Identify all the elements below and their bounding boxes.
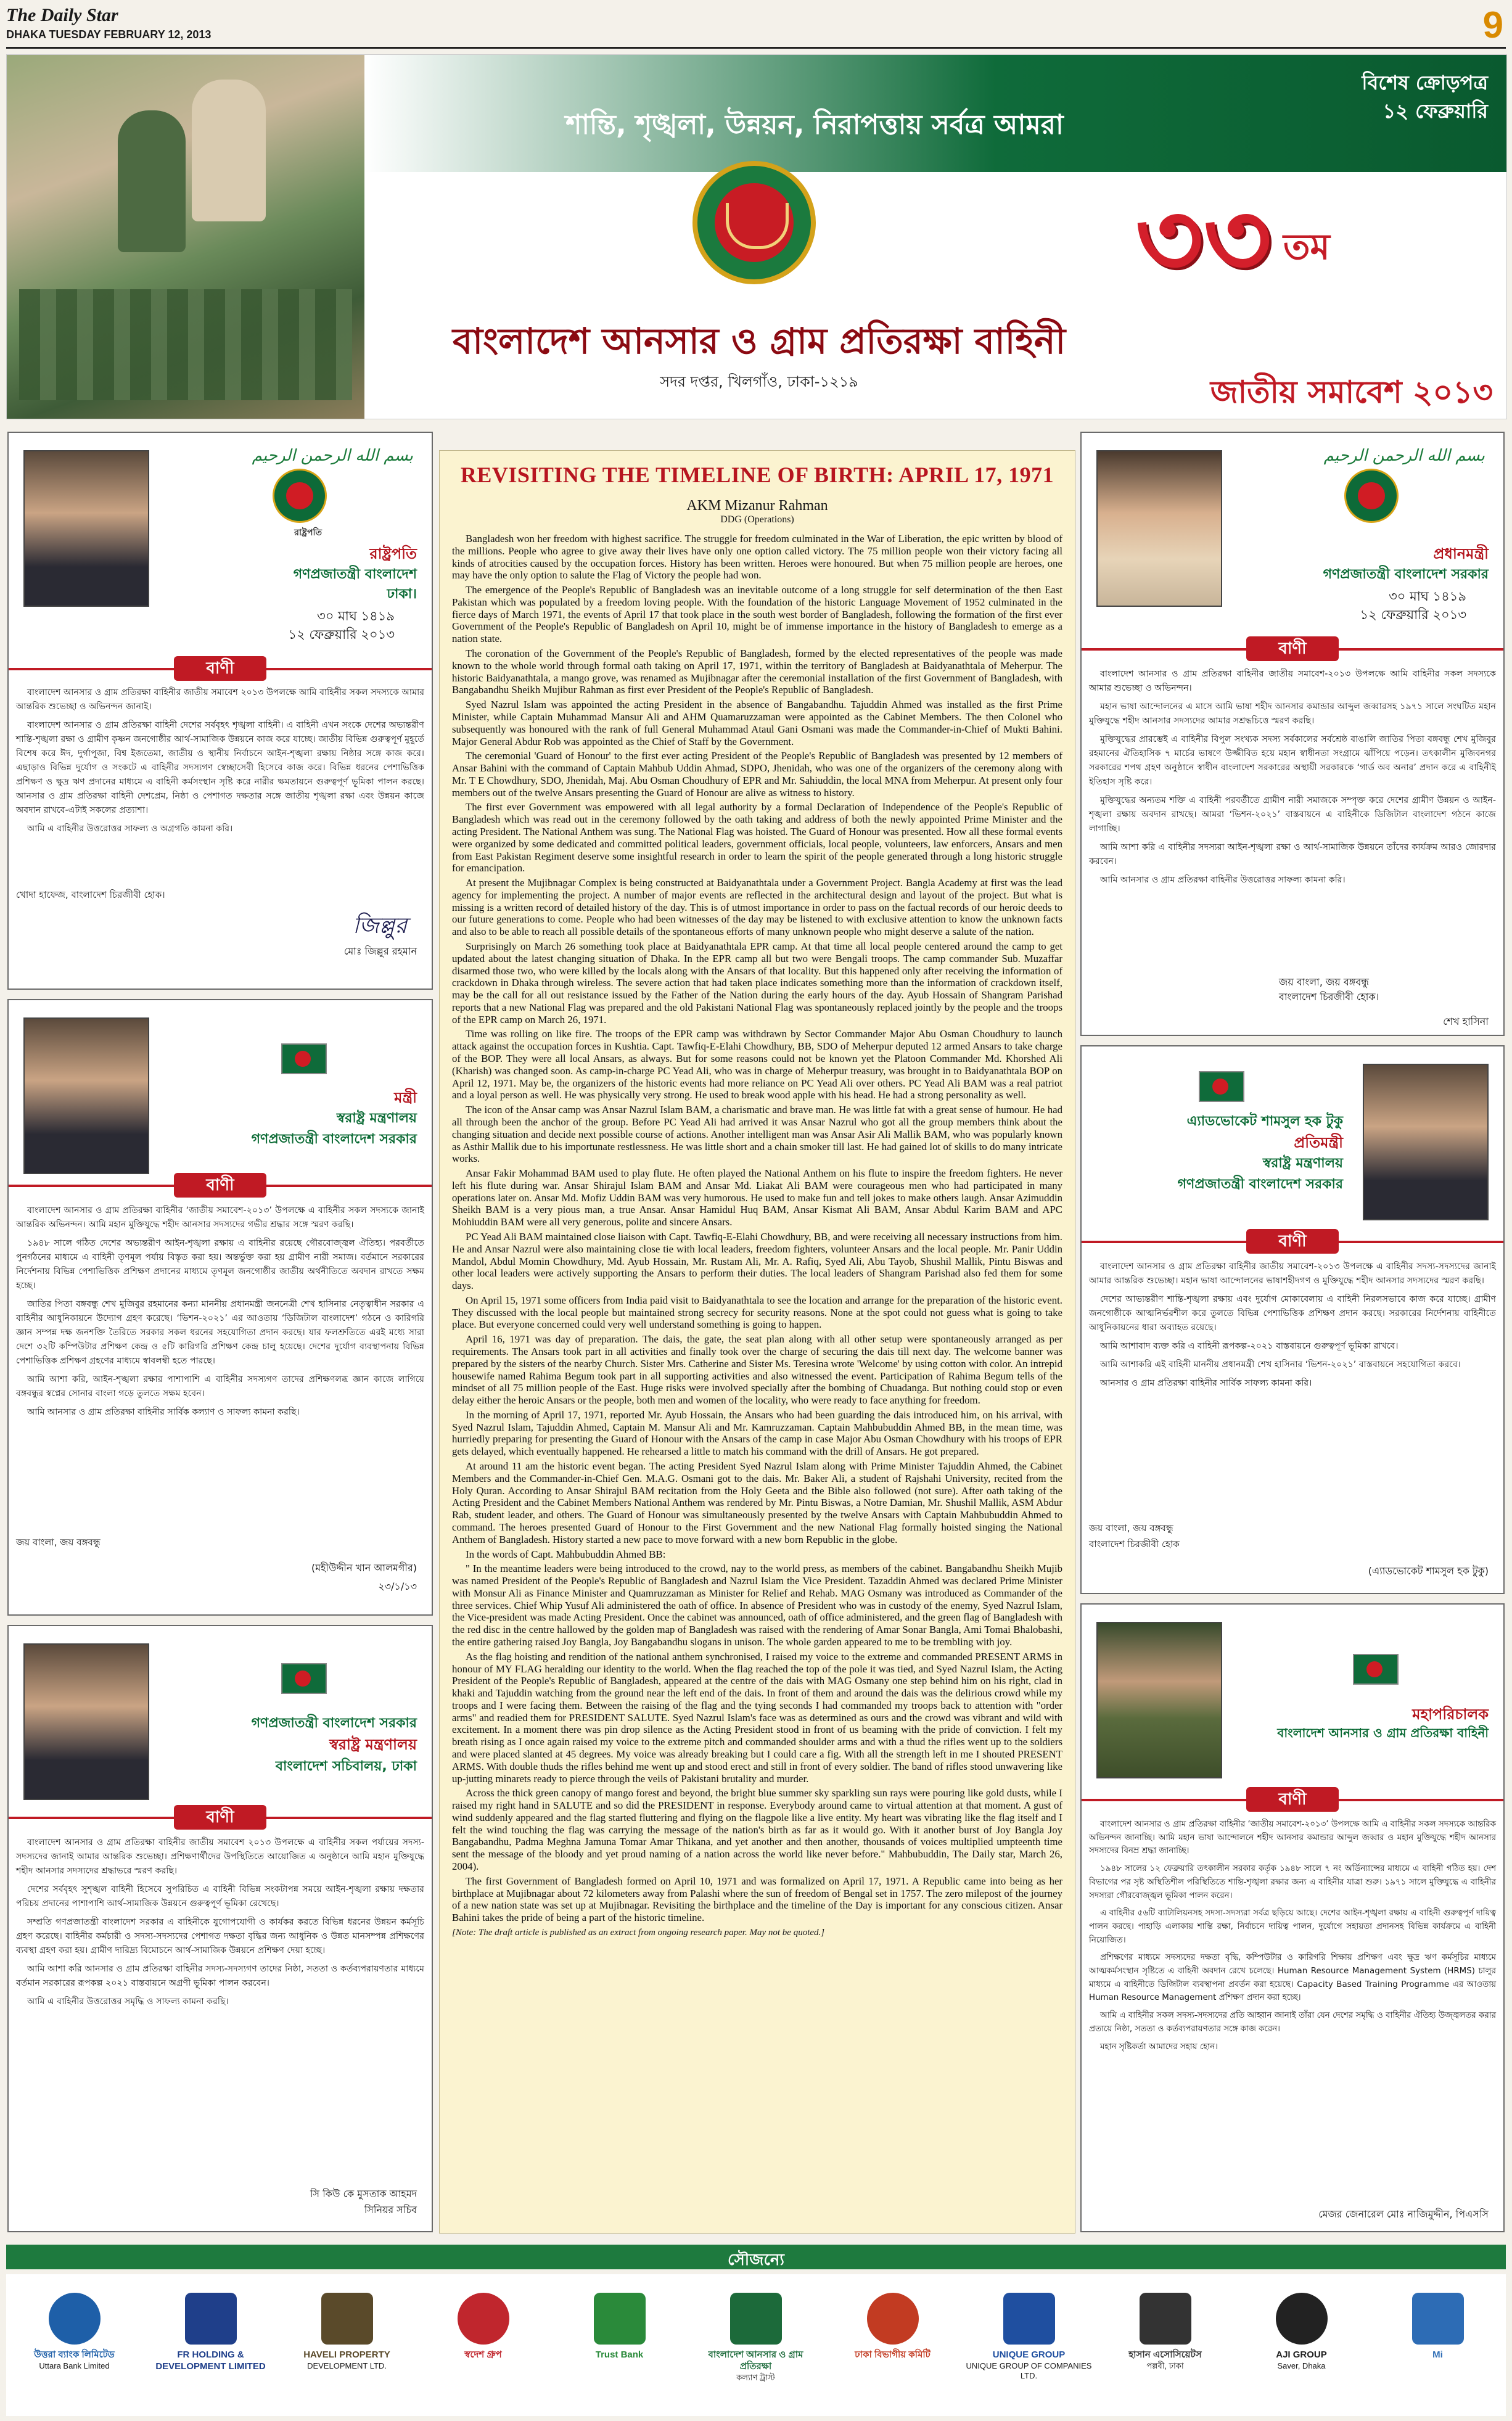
sponsor-bar: [6, 2245, 1506, 2269]
special-line-2: ১২ ফেব্রুয়ারি: [1383, 99, 1488, 123]
state-minister-closing-1: জয় বাংলা, জয় বঙ্গবন্ধু: [1089, 1523, 1173, 1534]
sponsor-mark-icon: [458, 2293, 509, 2345]
special-supplement-label: [1303, 68, 1488, 126]
pm-seal-icon: [1344, 469, 1399, 523]
sponsor-mark-icon: [1276, 2293, 1328, 2345]
sponsor-logo: [282, 2293, 411, 2398]
sponsor-logo: [419, 2293, 548, 2398]
date-bangla: ৩০ মাঘ ১৪১৯: [1389, 589, 1466, 604]
paragraph: আমি আশা করি, আইন-শৃঙ্খলা রক্ষার পাশাপাশি এ বাহিনীর সদস্যগণ তাদের প্রশিক্ষণলব্ধ জ্ঞান কাজে লাগিয়ে বঙ্গবন্ধুর স্বপ্নের সোনার বাংলা গড়ে তুলতে সক্ষম হবেন।: [16, 1375, 424, 1399]
pm-government: গণপ্রজাতন্ত্রী বাংলাদেশ সরকার: [1323, 567, 1489, 582]
article-paragraph: At present the Mujibnagar Complex is being constructed at Baidyanathtala under a Government Project. Bangla Academy at first was the lead agency for implementing the project. A number of major events are reflected in the architectural design and layout of the project. But what is missing is a written record of detailed history of the day. This is of utmost importance in order to pass on the factual records of our heroic deeds to our future generations to come. People who had been witnesses of the day may be listened to with exclusive attention to know the unknown facts and also to be able to reach all possible details of the spontaneous efforts of many unknown people who might deserve a salute of the nation.: [452, 877, 1062, 938]
state-minister-name: এ্যাডভোকেট শামসুল হক টুকু: [1186, 1114, 1343, 1129]
parade-rows: [19, 289, 352, 400]
ansar-vdp-emblem-icon: [692, 161, 816, 284]
sponsor-mark-icon: [1140, 2293, 1191, 2345]
paragraph: বাংলাদেশ আনসার ও গ্রাম প্রতিরক্ষা বাহিনীর জাতীয় সমাবেশ-২০১৩ উপলক্ষে এ বাহিনীর সদস্য-সদস্যদের জানাই আমার আন্তরিক শুভেচ্ছা। মহান ভাষা আন্দোলনের ভাষাশহীদগণ ও মুক্তিযুদ্ধে শহীদ আনসার সদস্যদের স্মরণ করছি।: [1089, 1262, 1496, 1286]
bani-bar: [1082, 1787, 1503, 1812]
president-date: [288, 607, 395, 644]
sponsor-mark-icon: [49, 2293, 101, 2345]
prime-minister-portrait: [1096, 450, 1222, 607]
minister-closing: জয় বাংলা, জয় বঙ্গবন্ধু: [16, 1537, 101, 1548]
president-portrait: [23, 450, 149, 607]
anniversary-badge: [1135, 179, 1357, 311]
date-gregorian: ১২ ফেব্রুয়ারি ২০১৩: [1360, 607, 1466, 623]
state-minister-signer: (এ্যাডভোকেট শামসুল হক টুকু): [1368, 1565, 1489, 1577]
sponsor-name: Mi: [1432, 2349, 1443, 2360]
minister-government: গণপ্রজাতন্ত্রী বাংলাদেশ সরকার: [251, 1132, 417, 1147]
paragraph: আমি এ বাহিনীর সকল সদস্য-সদস্যদের প্রতি আহ্বান জানাই তাঁরা যেন দেশের সমৃদ্ধি ও বাহিনীর ঐতিহ্য উজ্জ্বলতর করার প্রত্যয়ে নিষ্ঠা, সততা ও কর্তব্যপরায়ণতার সঙ্গে কাজ করেন।: [1089, 2011, 1496, 2034]
sponsor-subtitle: কল্যাণ ট্রাস্ট: [736, 2372, 775, 2382]
article-paragraph: Syed Nazrul Islam was appointed the acting President in the absence of Bangabandhu. Tajuddin Ahmed was installed as the first Prime Minister, while Captain Muhammad Mansur Ali and AHM Quamaruzzaman were appointed as the Cabinet Members. The then Colonel who subsequently was honoured with the rank of full General Muhammad Ataul Gani Osmani was made the Commander-in-Chief of Mukti Bahini. Major General Abdur Rob was appointed as the Chief of Staff by the Government.: [452, 699, 1062, 747]
paragraph: মুক্তিযুদ্ধের প্রারম্ভেই এ বাহিনীর বিপুল সংখ্যক সদস্য সর্বকালের সর্বশ্রেষ্ঠ বাঙালি জাতির পিতা বঙ্গবন্ধু শেখ মুজিবুর রহমানের ঐতিহাসিক ৭ মার্চের ভাষণে উজ্জীবিত হয়ে মহান স্বাধীনতা সংগ্রামে ঝাঁপিয়ে পড়েন। তৎকালীন মুজিবনগর সরকারের শপথ গ্রহণ অনুষ্ঠানে স্বাধীন বাংলাদেশ সরকারের অস্থায়ী সরকারকে ‘গার্ড অব অনার’ প্রদান করে এ বাহিনীই ইতিহাস সৃষ্টি করে।: [1089, 734, 1496, 787]
article-paragraph: The ceremonial 'Guard of Honour' to the first ever acting President of the People's Republic of Bangladesh was presented by 12 members of Ansar Bahini with the command of Captain Mahbub Uddin Ahmad, SDPO, Jhenidah, who was one of the organizers of the ceremony along with Mr. T E Chowdhury, SDO, Jhenidah, Maj. Abu Osman Choudhury of EPR and Mr. Sahiuddin, the local MNA from Meherpur. At present only four members out of the twelve Ansars presenting the Guard of Honour are alive as witness to history.: [452, 750, 1062, 799]
bani-label: বাণী: [174, 656, 266, 681]
page-number: 9: [1482, 4, 1503, 46]
sponsor-name: হাসান এসোসিয়েটস: [1128, 2349, 1202, 2360]
sponsor-subtitle: DEVELOPMENT LTD.: [307, 2361, 387, 2370]
article-paragraph: The first ever Government was empowered with all legal authority by a formal Declaration of Independence of the People's Republic of Bangladesh which was read out in the ceremony followed by the oath taking and address of both the newly appointed Prime Minister and the acting President. The National Anthem was sung. The National Flag was hoisted. The Guard of Honour was presented. How all these formal events were organized by some dedicated and committed political leaders, government officials, local people, volunteers, law enforcers, Ansars and men from East Pakistan Regiment deserve some insightful research in order to learn the spirit of the people generated through a long historic struggle for emancipation.: [452, 801, 1062, 874]
sponsor-name: বাংলাদেশ আনসার ও গ্রাম প্রতিরক্ষা: [708, 2349, 803, 2372]
article-paragraph: The first Government of Bangladesh formed on April 10, 1971 and was formalized on April 17, 1971. A Republic came into being as her birthplace at Mujibnagar about 72 kilometers away from Palashi where the sun of freedom of Bengal set in 1757. The zero milepost of the journey of a new nation state was set up at Mujibnagar. Revisiting the birthplace and the timeline of the Day is important for any conscious citizen. Ansar Bahini takes the pride of being a part of the historic timeline.: [452, 1875, 1062, 1924]
supplement-banner: [6, 54, 1507, 419]
sponsor-mark-icon: [594, 2293, 646, 2345]
secretary-portrait: [23, 1643, 149, 1800]
pm-closing-2: বাংলাদেশ চিরজীবী হোক।: [1279, 991, 1379, 1003]
president-office: রাষ্ট্রপতি: [369, 545, 417, 562]
state-minister-ministry: স্বরাষ্ট্র মন্ত্রণালয়: [1262, 1156, 1343, 1171]
director-general-portrait: [1096, 1622, 1222, 1778]
article-paragraph: Time was rolling on like fire. The troops of the EPR camp was withdrawn by Sector Commander Major Abu Osman Choudhury to launch attack against the occupation forces in Kushtia. Capt. Tawfiq-E-Elahi Chowdhury, BB, SDO of Meherpur deputed 12 armed Ansars to take charge of the BOP. They were all local Ansars, as always. But for some reasons could not be known yet the Platoon Commander Md. Khorshed Ali (Kharish) was changed soon. As camp-in-charge PC Yead Ali, who was in charge of Meherpur treasury, was brought in to Baidyanathtala BOP on April 12, 1971. May be, the organizers of the historic events had more reliance on PC Yead Ali over others. PC Yead Ali BAM was a real patriot and a loyal person as well. He was physically very strong. He used to break wood apple with his head. He had a strong personality as well.: [452, 1028, 1062, 1101]
prime-minister-figure: [192, 80, 266, 221]
bani-bar: [9, 656, 432, 681]
state-minister-message-text: [1089, 1260, 1496, 1395]
sponsor-label: সৌজন্যে: [728, 2251, 784, 2269]
secretary-ministry: স্বরাষ্ট্র মন্ত্রণালয়: [329, 1736, 417, 1753]
minister-office: মন্ত্রী: [394, 1089, 417, 1106]
sponsor-name: উত্তরা ব্যাংক লিমিটেড: [34, 2349, 115, 2360]
bismillah-calligraphy: بسم الله الرحمن الرحيم: [252, 446, 413, 465]
article-column: [439, 450, 1075, 2234]
bangladesh-flag-icon: [1199, 1071, 1244, 1102]
article-paragraph: Bangladesh won her freedom with highest sacrifice. The struggle for freedom culminated in the War of Liberation, the epic written by blood of the millions. People who agree to give away their lives have only one option called victory. The 75 million people won their victory facing all kinds of atrocities caused by the occupation forces. History has been written. Heroes were honoured. But when 75 million people are heroes, one may have the only option to salute the Flag of Victory the people had won.: [452, 533, 1062, 582]
dateline: DHAKA TUESDAY FEBRUARY 12, 2013: [6, 28, 212, 41]
sponsor-mark-icon: [867, 2293, 919, 2345]
masthead: [6, 4, 1506, 49]
paragraph: ১৯৪৮ সালে গঠিত দেশের অভ্যন্তরীণ আইন-শৃঙ্খলা রক্ষায় এ বাহিনীর রয়েছে গৌরবোজ্জ্বল ঐতিহ্য। পরবর্তীতে পুনর্গঠনের মাধ্যমে এ বাহিনী তৃণমূল পর্যায় বিস্তৃত করা হয়। অন্তর্ভুক্ত করা হয় গ্রামীণ নারী সমাজ। বর্তমানে সরকারের নির্দেশনায় বিভিন্ন পেশাভিত্তিক প্রশিক্ষণ প্রদানের মাধ্যমে তৃণমূল জনগোষ্ঠীর জাতীয় অর্থনীতিতে অবদান রাখতে সক্ষম হচ্ছে।: [16, 1238, 424, 1291]
president-government: গণপ্রজাতন্ত্রী বাংলাদেশ: [293, 567, 417, 582]
sponsor-logos: [6, 2274, 1506, 2416]
dg-signer: মেজর জেনারেল মোঃ নাজিমুদ্দীন, পিএসসি: [1318, 2208, 1489, 2220]
state-minister-message: [1080, 1045, 1505, 1594]
secretary-signer-title: সিনিয়র সচিব: [364, 2204, 417, 2216]
president-signer: মোঃ জিল্লুর রহমান: [343, 945, 417, 957]
bani-label: বাণী: [174, 1173, 266, 1198]
article-author-role: DDG (Operations): [720, 514, 794, 525]
paragraph: দেশের আভ্যন্তরীণ শান্তি-শৃঙ্খলা রক্ষায় এবং দুর্যোগ মোকাবেলায় এ বাহিনী নিরলসভাবে কাজ করে যাচ্ছে। গ্রামীণ জনগোষ্ঠীকে আত্মনির্ভরশীল করে তুলতে বিভিন্ন পেশাভিত্তিক প্রশিক্ষণ প্রদান করছে। সরকারের নির্দেশনায় বাহিনীতে আধুনিকায়নের ধারা অব্যাহত রয়েছে।: [1089, 1294, 1496, 1333]
slogan: শান্তি, শৃঙ্খলা, উন্নয়ন, নিরাপত্তায় সর্বত্র আমরা: [565, 109, 1064, 141]
sponsor-subtitle: পল্লবী, ঢাকা: [1146, 2361, 1184, 2370]
bismillah-calligraphy: بسم الله الرحمن الرحيم: [1323, 446, 1485, 465]
article-paragraph: In the words of Capt. Mahbubuddin Ahmed BB:: [466, 1548, 666, 1560]
bani-bar: [1082, 1229, 1503, 1254]
paragraph: মুক্তিযুদ্ধের অন্যতম শক্তি এ বাহিনী পরবর্তীতে গ্রামীণ নারী সমাজকে সম্পৃক্ত করে দেশের গ্রামীণ উন্নয়ন ও আইন-শৃঙ্খলা রক্ষায় অবদান রাখছে। আমরা ‘ভিশন-২০২১’ বাস্তবায়নে এ বাহিনীকে ডিজিটাল বাংলাদেশ গঠনে কাজে লাগাচ্ছি।: [1089, 795, 1496, 834]
anniversary-suffix: তম: [1283, 226, 1330, 268]
bangladesh-flag-icon: [281, 1663, 327, 1694]
state-minister-portrait: [1363, 1064, 1489, 1220]
sponsor-name: ঢাকা বিভাগীয় কমিটি: [855, 2349, 931, 2360]
article-title: REVISITING THE TIMELINE OF BIRTH: APRIL 17, 1971: [460, 462, 1054, 487]
sponsor-mark-icon: [1412, 2293, 1464, 2345]
sponsor-logo: [1237, 2293, 1366, 2398]
secretary-message-text: [16, 1836, 424, 2013]
state-minister-closing-2: বাংলাদেশ চিরজীবী হোক: [1089, 1539, 1180, 1550]
sponsor-name: স্বদেশ গ্রুপ: [464, 2349, 502, 2360]
sponsor-logo: [691, 2293, 820, 2398]
sponsor-name: FR HOLDING & DEVELOPMENT LIMITED: [155, 2349, 266, 2372]
minister-sign-date: ২৩/১/১৩: [378, 1580, 417, 1592]
paragraph: আমি আনসার ও গ্রাম প্রতিরক্ষা বাহিনীর সার্বিক কল্যাণ ও সাফল্য কামনা করছি।: [27, 1407, 300, 1417]
special-line-1: বিশেষ ক্রোড়পত্র: [1362, 71, 1488, 94]
article-paragraph: As the flag hoisting and rendition of the national anthem synchronised, I raised my voice to the extreme and commanded PRESENT ARMS in honour of MY FLAG heralding our identity to the world. When the flag reached the top of the pole it was tied, and Syed Nazrul Islam, the Acting President of the People's Republic of Bangladesh, appeared at the centre of the dais with MAG Osmany one step behind him on his right, clad in khaki and Tajuddin watching from the ground near the left end of the dais. In front of them and around the dais was the delirious crowd while my troops and I were facing them. Between the raising of the flag and the tying seconds I had commanded my troops back to attention with "order arms" and readied them for PRESIDENT SALUTE. Syed Nazrul Islam's face was as determined as ours and the crowd was vibrant and wild with excitement. In a moment there was pin drop silence as the Acting President stood in front of us beaming with the pride of conviction. I felt my breath rising as I once again raised my voice to the extreme pitch and commanded shoulder arms and with a thud the rifles went up to the soldiers and were placed slanted at 45 degrees. My voice was already breaking but I could care a fig. With all the strength left in me I shouted PRESENT ARMS. With double thuds the rifles behind me went up and stood erect and still in front of every soldier. The band of rifles stood unwavering like up-jutting minarets ready to pierce through the veils of Pakistani brutality and murder.: [452, 1650, 1062, 1785]
director-general-message: [1080, 1603, 1505, 2232]
pm-signer: শেখ হাসিনা: [1443, 1016, 1489, 1027]
bangladesh-flag-icon: [281, 1043, 327, 1074]
minister-message-text: [16, 1204, 424, 1424]
secretary-government: গণপ্রজাতন্ত্রী বাংলাদেশ সরকার: [251, 1716, 417, 1731]
paragraph: এ বাহিনীর ৫৬টি ব্যাটালিয়নসহ সদস্য-সদস্যরা সর্বত্র ছড়িয়ে আছে। দেশের আইন-শৃঙ্খলা রক্ষায় এ বাহিনী গুরুত্বপূর্ণ দায়িত্ব পালন করছে। পাহাড়ি এলাকায় শান্তি রক্ষা, নির্বাচনে দায়িত্ব পালন, দুর্যোগে সহায়তা প্রদানসহ বিভিন্ন কার্যক্রমে এ বাহিনী নিয়োজিত।: [1089, 1909, 1496, 1945]
minister-portrait: [23, 1017, 149, 1174]
article-paragraph: Across the thick green canopy of mango forest and beyond, the bright blue summer sky sparkling sun rays were pouring like gold dusts, while I raised my right hand in SALUTE and so did the PRESIDENT in response. Everybody around came to virtual attention at that moment. A gust of wind suddenly appeared and the flag started fluttering and flying on the flagpole like a live entity. My heart was vibrating like the flag itself and I felt the wind touching the flag was carrying the message of the nation's birth as far as it would go. With it another burst of Joy Bangla Joy Bangabandhu, Padma Meghna Jamuna Tomar Amar Thikana, and yet another and then another, thousands of voices multiplied umpteenth time sent the message of the bloody and yet proud naming of a nation across the world like never before." Mahbubuddin, The Daily star, March 26, 2004).: [452, 1787, 1062, 1873]
dg-message-text: [1089, 1818, 1496, 2058]
sponsor-name: AJI GROUP: [1276, 2349, 1327, 2360]
president-closing: খোদা হাফেজ, বাংলাদেশ চিরজীবী হোক।: [16, 889, 165, 900]
paragraph: বাংলাদেশ আনসার ও গ্রাম প্রতিরক্ষা বাহিনীর জাতীয় সমাবেশ ২০১৩ উপলক্ষে এ বাহিনীর সকল পর্যায়ের সদস্য-সদস্যদের জানাই আমার আন্তরিক শুভেচ্ছা। প্রশিক্ষণার্থীদের উপস্থিতিতে আয়োজিত এ অনুষ্ঠানে আমি মহান মুক্তিযুদ্ধে শহীদ আনসার সদস্যদের শ্রদ্ধাভরে স্মরণ করছি।: [16, 1838, 424, 1876]
sponsor-mark-icon: [1003, 2293, 1055, 2345]
seal-caption: রাষ্ট্রপতি: [294, 528, 322, 538]
bani-label: বাণী: [1246, 636, 1339, 661]
newspaper-name: The Daily Star: [6, 5, 118, 25]
state-minister-office: প্রতিমন্ত্রী: [1294, 1134, 1343, 1151]
sponsor-subtitle: Saver, Dhaka: [1277, 2361, 1326, 2370]
date-bangla: ৩০ মাঘ ১৪১৯: [317, 609, 395, 623]
sponsor-logo: [1373, 2293, 1502, 2398]
paragraph: আমি আশাবাদ ব্যক্ত করি এ বাহিনী রূপকল্প-২০২১ বাস্তবায়নে গুরুত্বপূর্ণ ভূমিকা রাখবে।: [1100, 1341, 1399, 1351]
pm-date: [1360, 587, 1466, 625]
date-gregorian: ১২ ফেব্রুয়ারি ২০১৩: [288, 627, 395, 643]
sponsor-mark-icon: [730, 2293, 782, 2345]
president-signature: জিল্লুর: [353, 913, 407, 939]
sponsor-logo: [146, 2293, 275, 2398]
paragraph: আমি আশা করি আনসার ও গ্রাম প্রতিরক্ষা বাহিনীর সদস্য-সদস্যগণ তাদের নিষ্ঠা, সততা ও কর্তব্যপরায়ণতার মাধ্যমে বর্তমান সরকারের রূপকল্প ২০২১ বাস্তবায়নে অগ্রণী ভূমিকা পালন করবেন।: [16, 1964, 424, 1988]
sponsor-name: Trust Bank: [595, 2349, 644, 2360]
sponsor-subtitle: UNIQUE GROUP OF COMPANIES LTD.: [966, 2361, 1092, 2380]
bani-bar: [1082, 636, 1503, 661]
article: [452, 462, 1062, 1938]
paragraph: আমি এ বাহিনীর উত্তরোত্তর সমৃদ্ধি ও সাফল্য কামনা করছি।: [27, 1997, 229, 2007]
bangladesh-flag-icon: [1353, 1654, 1399, 1685]
president-message: [7, 432, 433, 990]
sponsor-logo: [1101, 2293, 1230, 2398]
national-rally-title: জাতীয় সমাবেশ ২০১৩: [1210, 374, 1493, 410]
minister-signer: (মহীউদ্দীন খান আলমগীর): [311, 1562, 417, 1574]
sponsor-logo: [964, 2293, 1093, 2398]
state-minister-government: গণপ্রজাতন্ত্রী বাংলাদেশ সরকার: [1177, 1177, 1343, 1192]
paragraph: জাতির পিতা বঙ্গবন্ধু শেখ মুজিবুর রহমানের কন্যা মাননীয় প্রধানমন্ত্রী জননেত্রী শেখ হাসিনার নেতৃত্বাধীন সরকার এ বাহিনীর আধুনিকায়নে উদ্যোগ গ্রহণ করেছে। ‘ভিশন-২০২১’ এর আওতায় ‘ডিজিটাল বাংলাদেশ’ গঠনে ও কারিগরি জ্ঞান সম্পন্ন দক্ষ জনশক্তি তৈরিতে সরকার সকল ধরনের সহযোগিতা প্রদান করছে। যার ফলশ্রুতিতে এরই মধ্যে সারা দেশে ৩২টি কম্পিউটার প্রশিক্ষণ কেন্দ্র ও ৫টি কারিগরি প্রশিক্ষণ কেন্দ্র চালু হয়েছে। দেশের দুর্যোগ ব্যবস্থাপনায় বিভিন্ন পেশাভিত্তিক প্রশিক্ষণ গ্রহণের মাধ্যমে স্বাবলম্বী হতে পারছে।: [16, 1299, 424, 1366]
sponsor-logo: [10, 2293, 139, 2398]
paragraph: ১৯৪৮ সালের ১২ ফেব্রুয়ারি তৎকালীন সরকার কর্তৃক ১৯৪৮ সালে ৭ নং অর্ডিন্যান্সের মাধ্যমে এ বাহিনী গঠিত হয়। দেশ বিভাগের পর সৃষ্ট অস্থিতিশীল পরিস্থিতিতে শান্তি-শৃঙ্খলা রক্ষার জন্য এ বাহিনীর যাত্রা শুরু। ১৯৭১ সালে মুক্তিযুদ্ধে এ বাহিনীর সদস্যরা গৌরবোজ্জ্বল ভূমিকা পালন করেন।: [1089, 1864, 1496, 1901]
paragraph: বাংলাদেশ আনসার ও গ্রাম প্রতিরক্ষা বাহিনী দেশের সর্ববৃহৎ শৃঙ্খলা বাহিনী। এ বাহিনী এখন সংকে দেশের অভ্যন্তরীণ শান্তি-শৃঙ্খলা রক্ষা ও গ্রামীণ কৃষ্ণন জনগোষ্ঠীর আর্থ-সামাজিক উন্নয়নে কাজ করে যাচ্ছে। জাতীয় বিভিন্ন গুরুত্বপূর্ণ মুহূর্তে বিশেষ করে ঈদ, দুর্গাপূজা, বিশ্ব ইজতেমা, জাতীয় ও স্থানীয় নির্বাচনে আইন-শৃঙ্খলা রক্ষায় নিষ্ঠার সঙ্গে কাজ করে। এছাড়াও বিভিন্ন দুর্যোগ ও সংকটে এ বাহিনীর সদস্যগণ স্বেচ্ছাসেবী হিসেবে কাজ করে। বিভিন্ন ধরনের পেশাভিত্তিক প্রশিক্ষণ ও ক্ষুদ্র ঋণ প্রদানের মাধ্যমে এ বাহিনী কর্মসংস্থান সৃষ্টি করে নারীর ক্ষমতায়নে গুরুত্বপূর্ণ ভূমিকা পালন করছে। আনসার ও গ্রাম প্রতিরক্ষা বাহিনী দেশপ্রেম, নিষ্ঠা ও পেশাগত দক্ষতার সঙ্গে জাতীয় শৃঙ্খলা রক্ষা এবং উন্নয়ন কাজে অবদান রাখবে-এটাই সকলের প্রত্যাশা।: [16, 720, 424, 815]
bani-label: বাণী: [174, 1805, 266, 1830]
paragraph: মহান সৃষ্টিকর্তা আমাদের সহায় হোন।: [1100, 2042, 1218, 2052]
paragraph: বাংলাদেশ আনসার ও গ্রাম প্রতিরক্ষা বাহিনীর জাতীয় সমাবেশ ২০১৩ উপলক্ষে আমি বাহিনীর সকল সদস্যকে আমার আন্তরিক শুভেচ্ছা ও অভিনন্দন জানাই।: [16, 688, 424, 712]
president-seal-icon: [273, 469, 327, 523]
paragraph: সম্প্রতি গণপ্রজাতন্ত্রী বাংলাদেশ সরকার এ বাহিনীকে যুগোপযোগী ও কার্যকর করতে বিভিন্ন ধরনের উন্নয়ন কর্মসূচি গ্রহণ করেছে। বাহিনীর কর্মচারী ও সদস্য-সদস্যদের পেশাগত দক্ষতা বৃদ্ধির জন্য আধুনিক ও উন্নত মানসম্পন্ন প্রশিক্ষণের ব্যবস্থা গ্রহণ করা হয়। গ্রামীণ দারিদ্র্য বিমোচনে আর্থ-সামাজিক উন্নয়নে প্রশিক্ষণ দেয়া হচ্ছে।: [16, 1917, 424, 1955]
paragraph: বাংলাদেশ আনসার ও গ্রাম প্রতিরক্ষা বাহিনীর ‘জাতীয় সমাবেশ-২০১৩’ উপলক্ষে আমি এ বাহিনীর সকল সদস্যকে আন্তরিক অভিনন্দন জানাচ্ছি। আমি মহান ভাষা আন্দোলনে শহীদ আনসার কমান্ডার আব্দুল জব্বার ও মহান মুক্তিযুদ্ধে শহীদ আনসার সদস্যদের বিনম্র শ্রদ্ধা জানাচ্ছি।: [1089, 1820, 1496, 1856]
dg-office: মহাপরিচালক: [1412, 1706, 1489, 1723]
article-paragraph: The icon of the Ansar camp was Ansar Nazrul Islam BAM, a charismatic and brave man. He was little fat with a great sense of humour. He had all through been the anchor of the group. Before PC Yead Ali had arrived it was Ansar Nazrul who got all the group members think about the changing situation and decide next possible course of actions. Another intelligent man was Ansar Asir Ali Mallik BAM, who was popularly known as Asthir Mallik due to his importunate restlessness. He was little short and a chain smoker till last. He had gained lot of skills to do many intricate works.: [452, 1104, 1062, 1165]
pm-message-text: [1089, 667, 1496, 892]
minister-ministry: স্বরাষ্ট্র মন্ত্রণালয়: [336, 1111, 417, 1126]
anniversary-number: ৩৩: [1135, 179, 1272, 301]
sponsor-mark-icon: [185, 2293, 237, 2345]
headquarters-address: সদর দপ্তর, খিলগাঁও, ঢাকা-১২১৯: [660, 373, 858, 390]
president-city: ঢাকা।: [387, 586, 417, 602]
article-paragraph: In the morning of April 17, 1971, reported Mr. Ayub Hossain, the Ansars who had been guarding the dais introduced him, on his arrival, with Syed Nazrul Islam, Tajuddin Ahmed, Captain M. Mansur Ali and Mr. Kamruzzaman. Captain Mahbubuddin Ahmed BB, in the mean time, was hurriedly preparing for presenting the Guard of Honour with the Ansars of the camp in case Major Abu Osman Chowdhury with his troops of EPR gets delayed, which eventually happened. He rehearsed a little to match his command with the drill of Ansars. He got prepared.: [452, 1408, 1062, 1458]
bani-bar: [9, 1805, 432, 1830]
article-author: AKM Mizanur Rahman: [686, 498, 828, 514]
minister-message: [7, 999, 433, 1616]
article-paragraph: The emergence of the People's Republic of Bangladesh was an inevitable outcome of a long struggle for self determination of the then East Pakistan which was populated by a freedom loving people. With the foundation of the historic Language Movement of 1952 culminated in the fierce days of March 1971, the events of April 17 that took place in the south west border of Bangladesh, following the formation of the first ever Government of the People's Republic of Bangladesh on April 10, might be of immense importance in the history of Bangladesh to emerge as a nation state.: [452, 584, 1062, 645]
sponsor-logo: [828, 2293, 957, 2398]
sponsor-name: HAVELI PROPERTY: [303, 2349, 390, 2360]
paragraph: আমি আশা করি এ বাহিনীর সদস্যরা আইন-শৃঙ্খলা রক্ষা ও আর্থ-সামাজিক উন্নয়নে তাঁদের কার্যক্রম আরও জোরদার করবেন।: [1089, 842, 1496, 866]
article-paragraph: Ansar Fakir Mohammad BAM used to play flute. He often played the National Anthem on his flute to inspire the freedom fighters. He never left his flute during war. Ansar Shirajul Islam BAM and Ansar Md. Liakat Ali BAM were courageous men who had participated in many operations later on. Ansar Md. Mofiz Uddin BAM was very humorous. He used to make fun and tell jokes to make others laugh. Ansar Azimuddin Sheikh BAM is a very pious man, a true Ansar. Ansar Hamidul Huq BAM, Ansar Kismat Ali BAM, Ansar Abdul Karim BAM and APC Mohiuddin BAM were all very generous, polite and sincere Ansars.: [452, 1167, 1062, 1228]
sponsor-logo: [555, 2293, 684, 2398]
prime-minister-message: [1080, 432, 1505, 1036]
secretary-signer: সি কিউ কে মুসতাক আহমদ: [310, 2188, 417, 2200]
paragraph: বাংলাদেশ আনসার ও গ্রাম প্রতিরক্ষা বাহিনীর জাতীয় সমাবেশ-২০১৩ উপলক্ষে আমি বাহিনীর সকল সদস্যকে আমার শুভেচ্ছা ও অভিনন্দন।: [1089, 669, 1496, 693]
paragraph: মহান ভাষা আন্দোলনের এ মাসে আমি ভাষা শহীদ আনসার কমান্ডার আব্দুল জব্বারসহ ১৯৭১ সালে সংঘটিত মহান মুক্তিযুদ্ধে শহীদ আনসার সদস্যদের আমার সশ্রদ্ধচিত্তে স্মরণ করছি।: [1089, 702, 1496, 726]
dg-organization: বাংলাদেশ আনসার ও গ্রাম প্রতিরক্ষা বাহিনী: [1277, 1725, 1489, 1740]
parade-photo: [7, 55, 364, 419]
officer-figure: [118, 110, 186, 252]
bani-bar: [9, 1173, 432, 1198]
paragraph: আমি আশাকরি এই বাহিনী মাননীয় প্রধানমন্ত্রী শেখ হাসিনার ‘ভিশন-২০২১’ বাস্তবায়নে সহযোগিতা করবে।: [1100, 1360, 1461, 1370]
sponsor-subtitle: Uttara Bank Limited: [39, 2361, 110, 2370]
bani-label: বাণী: [1246, 1787, 1339, 1812]
article-note: [Note: The draft article is published as an extract from ongoing research paper. May not be quoted.]: [452, 1927, 825, 1938]
bani-label: বাণী: [1246, 1229, 1339, 1254]
sponsor-mark-icon: [321, 2293, 373, 2345]
article-paragraph: April 16, 1971 was day of preparation. The dais, the gate, the seat plan along with all other setup were spontaneously arranged as per requirements. The Ansars took part in all activities and finally took over the charge of securing the dais till next day. The welcome banner was prepared by the sisters of the nearby Church. Sister Mrs. Catherine and Sister Ms. Teresina wrote 'Welcome' by using cotton with color. An intrepid housewife named Rahima Begum took part in all supporting activities and also witnessed the event. Participation of Rahima Begum tells of the mindset of all 75 million people of the East. Huge risks were involved specially after the bombing of Chuadanga. But nothing could stop or even delay either the heroic Ansars or the people, both men and women of the locality, who were ready to face anything for freedom.: [452, 1333, 1062, 1407]
article-paragraph: PC Yead Ali BAM maintained close liaison with Capt. Tawfiq-E-Elahi Chowdhury, BB, and were receiving all necessary instructions from him. He and Ansar Nazrul were also maintaining close tie with local leaders, freedom fighters, volunteer Ansars and the local people. Mr. Panir Uddin Mandol, Abdul Momin Chowdhury, Md. Ayub Hossain, Mr. Rustam Ali, Mr. A. Rafiq, Syed Ali, Abu Tayob, Shushil Mallik, Pintu Biswas and other local leaders were actively supporting the Ansars to perform their duties. The local leaders of Shangram Parishad also fed them for some days.: [452, 1230, 1062, 1292]
pm-closing-1: জয় বাংলা, জয় বঙ্গবন্ধু: [1279, 976, 1369, 988]
article-paragraph: At around 11 am the historic event began. The acting President Syed Nazrul Islam along with Prime Minister Tajuddin Ahmed, the Cabinet Members and the Commander-in-Chief Gen. M.A.G. Osmani got to the dais. Mr. Baker Ali, a student of Rajshahi University, recited from the Holy Quran. According to Ansar Shirajul BAM recitation from the Holy Geeta and the Bible also followed (not sure). After oath taking of the Acting President and the Cabinet Members National Anthem was rendered by Mr. Pintu Biswas, a Notre Damian, Mr. Shushil Mallik, ASM Abdur Rab, student leader, and others. The Guard of Honour was simultaneously presented by the twelve Ansars with Captain Mahbubuddin Ahmed to command. The heroes presented Guard of Honour to the First Government and the new National Flag formally hoisted singing the National Anthem of Bangladesh. History started a new pace to move forward with a new born Republic in the globe.: [452, 1460, 1062, 1545]
article-paragraph: The coronation of the Government of the People's Republic of Bangladesh, formed by the elected representatives of the people was made known to the whole world through formal oath taking on April 17, 1971, within the territory of Bangladesh at Baidyanathtala of Meherpur. The historic Baidyanathtala, a mango grove, was renamed as Mujibnagar after the ceremonial installation of the first Government of Bangladesh, with Bangabandhu Sheikh Mujibur Rahman as first ever President of the People's Republic of Bangladesh.: [452, 647, 1062, 696]
pm-office: প্রধানমন্ত্রী: [1433, 545, 1489, 562]
paragraph: প্রশিক্ষণের মাধ্যমে সদস্যদের দক্ষতা বৃদ্ধি, কম্পিউটার ও কারিগরি শিক্ষায় প্রশিক্ষণ এবং ক্ষুদ্র ঋণ কর্মসূচির মাধ্যমে আত্মকর্মসংস্থান সৃষ্টিতে এ বাহিনী অবদান রেখে চলেছে। Human Resource Management System (HRMS) চালুর মাধ্যমে এ বাহিনীতে ডিজিটাল ব্যবস্থাপনা প্রবর্তন করা হয়েছে। Capacity Based Training Programme এর আওতায় Human Resource Management প্রশিক্ষণ প্রদান করা হচ্ছে।: [1089, 1953, 1496, 2003]
article-paragraph: On April 15, 1971 some officers from India paid visit to Baidyanathtala to see the location and arrange for the preparation of the historic event. They discussed with the local people but maintained strong secrecy for security reasons. None at the spot could not guess what is going to take place. But everyone concerned could very well understand something is going to happen.: [452, 1294, 1062, 1331]
article-paragraph: " In the meantime leaders were being introduced to the crowd, nay to the world press, as members of the cabinet. Bangabandhu Sheikh Mujib was named President of the People's Republic of Bangladesh and Nazrul Islam the Vice President. Tazaddin Ahmed was declared Prime Minister with Monsur Ali as Finance Minister and Quamruzzaman as Minister for Relief and Rehab. MAG Osmany was introduced as Commander of the three services. Chief Whip Yusuf Ali administered the oath of office. In absence of President who was in custody of the enemy, Syed Nazrul Islam, the Vice-president was made Acting President. Once the cabinet was announced, oath of office administered, and the green flag of Bangladesh with the red disc in the centre hallowed by the golden map of Bangladesh was raised with the rendering of Amar Sonar Bangla, Ami Tomai Bhalobashi, the entire gathering raised Joy Bangla, Joy Bangabandhu slogans in unison. The whole garden appeared to me to be trembling with joy.: [452, 1563, 1063, 1648]
paragraph: আমি এ বাহিনীর উত্তরোত্তর সাফল্য ও অগ্রগতি কামনা করি।: [27, 824, 233, 834]
paragraph: দেশের সর্ববৃহৎ সুশৃঙ্খল বাহিনী হিসেবে সুপরিচিত এ বাহিনী বিভিন্ন সংকটাপন্ন সময়ে আইন-শৃঙ্খলা রক্ষায় দক্ষতার পরিচয় প্রদানের পাশাপাশি আর্থ-সামাজিক উন্নয়নে গুরুত্বপূর্ণ ভূমিকা রেখেছে।: [16, 1885, 424, 1909]
secretary-place: বাংলাদেশ সচিবালয়, ঢাকা: [275, 1759, 417, 1774]
president-message-text: [16, 686, 424, 841]
paragraph: বাংলাদেশ আনসার ও গ্রাম প্রতিরক্ষা বাহিনীর ‘জাতীয় সমাবেশ-২০১৩’ উপলক্ষে এ বাহিনীর সকল সদস্যকে জানাই আন্তরিক অভিনন্দন। আমি মহান মুক্তিযুদ্ধে শহীদ আনসার সদস্যদের গভীর শ্রদ্ধার সঙ্গে স্মরণ করছি।: [16, 1206, 424, 1230]
paragraph: আমি আনসার ও গ্রাম প্রতিরক্ষা বাহিনীর উত্তরোত্তর সাফল্য কামনা করি।: [1100, 875, 1346, 885]
sponsor-name: UNIQUE GROUP: [992, 2349, 1066, 2360]
article-body: [452, 533, 1062, 1924]
secretary-message: [7, 1625, 433, 2232]
paragraph: আনসার ও গ্রাম প্রতিরক্ষা বাহিনীর সার্বিক সাফল্য কামনা করি।: [1100, 1378, 1312, 1388]
organization-title: বাংলাদেশ আনসার ও গ্রাম প্রতিরক্ষা বাহিনী: [452, 320, 1066, 362]
article-paragraph: Surprisingly on March 26 something took place at Baidyanathtala EPR camp. At that time all local people centered around the camp to get updated about the latest changing situation of Dhaka. In the EPR camp all but two were Bengali troops. The camp commander Sub. Muzaffar disarmed those two, who were killed by the locals along with the Ansars of that locality. But this happened only after receiving the information of crackdown in Dhaka through wireless. The severe action that had taken place indicates something more than the information of crackdown itself, may be the call for all out resistance issued by the Father of the Nation during the early hours of the day. Ayub Hossain of Shangram Parishad reports that a new National Flag was prepared and the old Pakistani National Flag was spontaneously replaced jointly by the people and the troops of the EPR camp on March 26, 1971.: [452, 940, 1062, 1026]
